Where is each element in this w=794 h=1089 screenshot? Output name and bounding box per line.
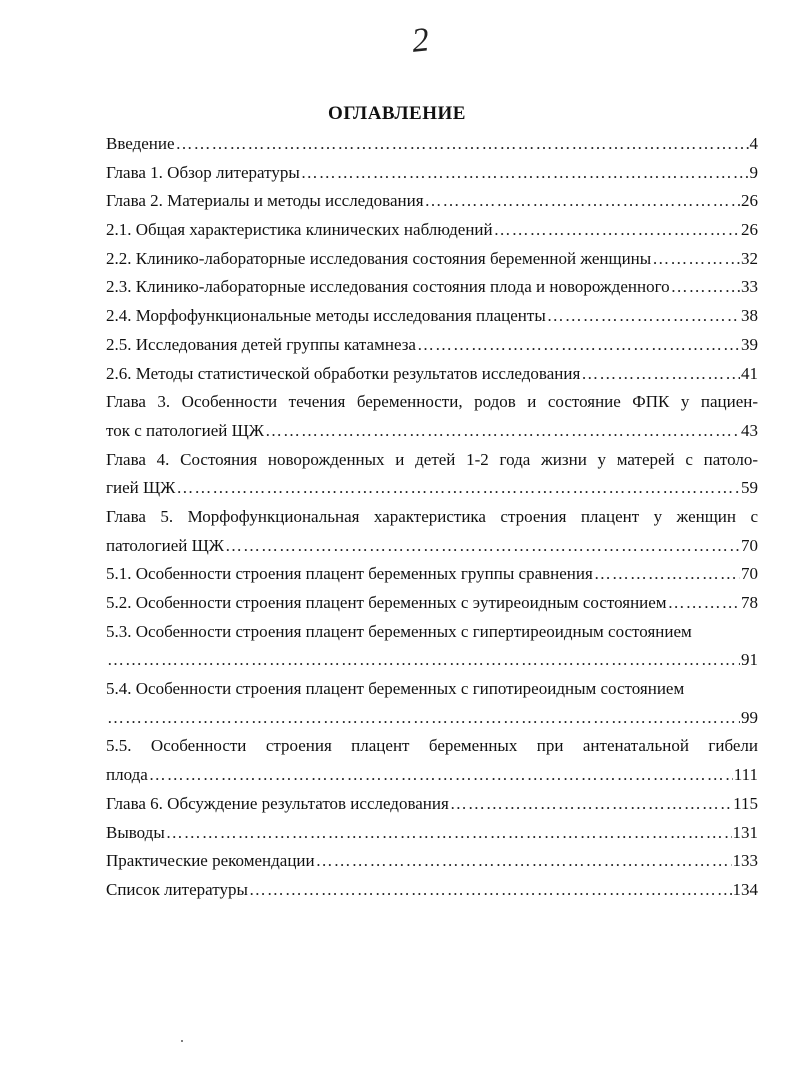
- toc-entry-2-6[interactable]: 2.6. Методы статистической обработки результатов исследования …………………………………………………………………………………………………………………………………………………………………………………………………… 41: [106, 360, 758, 389]
- toc-entry-text: Глава 3. Особенности течения беременности, родов и состояние ФПК у пациен-: [106, 392, 758, 412]
- toc-entry-chapter-4[interactable]: [106, 446, 758, 503]
- scan-speck: [181, 1040, 183, 1042]
- toc-entry-chapter-2[interactable]: Глава 2. Материалы и методы исследования …………………………………………………………………………………………………………………………………………………………………………………………………… 26: [106, 187, 758, 216]
- toc-entry-text: 5.4. Особенности строения плацент беременных с гипотиреоидным состоянием: [106, 679, 685, 699]
- toc-entry-text: 5.3. Особенности строения плацент беременных с гипертиреоидным состоянием: [106, 621, 692, 641]
- toc-entry-continuation: гией ЩЖ …………………………………………………………………………………………………………………………………………………………………………………………………… 59: [106, 474, 758, 503]
- toc-entry-2-1[interactable]: 2.1. Общая характеристика клинических наблюдений …………………………………………………………………………………………………………………………………………………………………………………………………… 26: [106, 216, 758, 245]
- table-of-contents: [106, 130, 758, 905]
- toc-entry-chapter-6[interactable]: Глава 6. Обсуждение результатов исследования …………………………………………………………………………………………………………………………………………………………………………………………………… 115: [106, 790, 758, 819]
- toc-entry-continuation: патологией ЩЖ …………………………………………………………………………………………………………………………………………………………………………………………………… 70: [106, 532, 758, 561]
- toc-entry-continuation: ток с патологией ЩЖ …………………………………………………………………………………………………………………………………………………………………………………………………… 43: [106, 417, 758, 446]
- toc-entry-text: Глава 4. Состояния новорожденных и детей 1-2 года жизни у матерей с патоло-: [106, 449, 758, 469]
- handwritten-page-number: 2: [410, 21, 431, 60]
- toc-entry-continuation: …………………………………………………………………………………………………………………………………………………………………………………………………… 99: [106, 704, 758, 733]
- toc-entry-5-4[interactable]: [106, 675, 758, 732]
- toc-heading: ОГЛАВЛЕНИЕ: [328, 103, 466, 124]
- toc-entry-chapter-5[interactable]: [106, 503, 758, 560]
- toc-entry-2-3[interactable]: 2.3. Клинико-лабораторные исследования состояния плода и новорожденного …………………………………………………………………………………………………………………………………………………………………………………………………… 33: [106, 273, 758, 302]
- toc-entry-chapter-1[interactable]: Глава 1. Обзор литературы …………………………………………………………………………………………………………………………………………………………………………………………………… 9: [106, 159, 758, 188]
- toc-entry-text: Глава 5. Морфофункциональная характеристика строения плацент у женщин с: [106, 506, 758, 526]
- toc-entry-2-2[interactable]: 2.2. Клинико-лабораторные исследования состояния беременной женщины …………………………………………………………………………………………………………………………………………………………………………………………………… 32: [106, 245, 758, 274]
- toc-entry-5-1[interactable]: 5.1. Особенности строения плацент беременных группы сравнения …………………………………………………………………………………………………………………………………………………………………………………………………… 70: [106, 560, 758, 589]
- toc-entry-2-4[interactable]: 2.4. Морфофункциональные методы исследования плаценты …………………………………………………………………………………………………………………………………………………………………………………………………… 38: [106, 302, 758, 331]
- toc-entry-conclusions[interactable]: Выводы …………………………………………………………………………………………………………………………………………………………………………………………………… 131: [106, 819, 758, 848]
- toc-entry-continuation: плода …………………………………………………………………………………………………………………………………………………………………………………………………… 111: [106, 761, 758, 790]
- toc-entry-5-5[interactable]: [106, 732, 758, 789]
- toc-entry-recommendations[interactable]: Практические рекомендации …………………………………………………………………………………………………………………………………………………………………………………………………… 133: [106, 847, 758, 876]
- toc-entry-2-5[interactable]: 2.5. Исследования детей группы катамнеза …………………………………………………………………………………………………………………………………………………………………………………………………… 39: [106, 331, 758, 360]
- toc-entry-text: 5.5. Особенности строения плацент беременных при антенатальной гибели: [106, 736, 758, 756]
- toc-entry-references[interactable]: Список литературы …………………………………………………………………………………………………………………………………………………………………………………………………… 134: [106, 876, 758, 905]
- toc-entry-5-2[interactable]: 5.2. Особенности строения плацент беременных с эутиреоидным состоянием …………………………………………………………………………………………………………………………………………………………………………………………………… 78: [106, 589, 758, 618]
- toc-entry-continuation: …………………………………………………………………………………………………………………………………………………………………………………………………… 91: [106, 646, 758, 675]
- toc-entry-intro[interactable]: Введение …………………………………………………………………………………………………………………………………………………………………………………………………… 4: [106, 130, 758, 159]
- toc-entry-chapter-3[interactable]: [106, 388, 758, 445]
- toc-entry-5-3[interactable]: [106, 618, 758, 675]
